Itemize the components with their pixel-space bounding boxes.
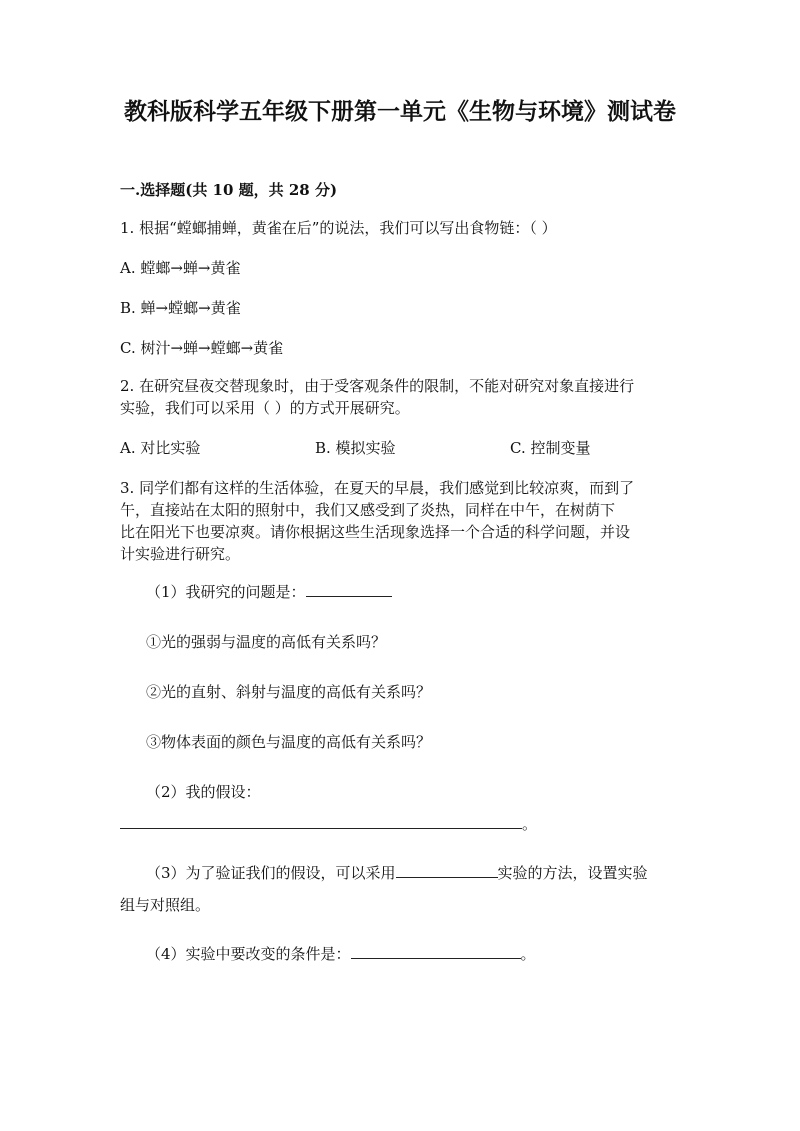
q3-choice-3: ③物体表面的颜色与温度的高低有关系吗？	[146, 733, 432, 751]
q3-sub3-line2: 组与对照组。	[120, 896, 211, 914]
q2-option-c: C. 控制变量	[510, 439, 591, 457]
q3-stem-line1: 3. 同学们都有这样的生活体验，在夏天的早晨，我们感觉到比较凉爽，而到了	[120, 479, 635, 497]
q3-choice-2: ②光的直射、斜射与温度的高低有关系吗？	[146, 683, 432, 701]
q2-option-a: A. 对比实验	[120, 439, 201, 457]
q3-sub4	[146, 942, 536, 967]
q2-stem-line2: 实验，我们可以采用（ ）的方式开展研究。	[120, 399, 410, 417]
q3-sub3-after: 实验的方法，设置实验	[497, 864, 648, 882]
q1-stem: 1. 根据“螳螂捕蝉，黄雀在后”的说法，我们可以写出食物链：（ ）	[120, 219, 557, 237]
q3-sub4-label: （4）实验中要改变的条件是：	[146, 945, 351, 963]
q3-choice-1: ①光的强弱与温度的高低有关系吗？	[146, 633, 387, 651]
q2-stem-line1: 2. 在研究昼夜交替现象时，由于受客观条件的限制，不能对研究对象直接进行	[120, 377, 635, 395]
q3-sub3-answer-blank[interactable]	[396, 861, 498, 878]
q2-option-b: B. 模拟实验	[315, 439, 396, 457]
q3-sub4-end: 。	[520, 945, 536, 963]
q3-stem-line3: 比在阳光下也要凉爽。请你根据这些生活现象选择一个合适的科学问题，并设	[120, 523, 631, 541]
q3-sub2-answer	[120, 812, 537, 837]
q3-sub1	[146, 580, 392, 605]
q2-options	[120, 436, 590, 461]
section-heading: 一.选择题(共 10 题，共 28 分)	[120, 181, 338, 199]
q3-sub3-line1	[146, 861, 648, 886]
q3-sub4-answer-blank[interactable]	[351, 942, 521, 959]
q1-option-a: A. 螳螂→蝉→黄雀	[120, 259, 241, 277]
q3-sub3-before: （3）为了验证我们的假设，可以采用	[146, 864, 396, 882]
page-title: 教科版科学五年级下册第一单元《生物与环境》测试卷	[124, 98, 676, 125]
q3-sub1-answer-blank[interactable]	[306, 580, 392, 597]
q1-option-b: B. 蝉→螳螂→黄雀	[120, 299, 241, 317]
q3-sub1-label: （1）我研究的问题是：	[146, 583, 306, 601]
q3-sub2-end: 。	[522, 815, 538, 833]
q3-stem-line2: 午，直接站在太阳的照射中，我们又感受到了炎热，同样在中午，在树荫下	[120, 501, 616, 519]
q3-sub2-label: （2）我的假设：	[146, 783, 261, 801]
q3-sub2-answer-blank[interactable]	[120, 812, 522, 829]
q3-stem-line4: 计实验进行研究。	[120, 545, 241, 563]
q1-option-c: C. 树汁→蝉→螳螂→黄雀	[120, 339, 284, 357]
